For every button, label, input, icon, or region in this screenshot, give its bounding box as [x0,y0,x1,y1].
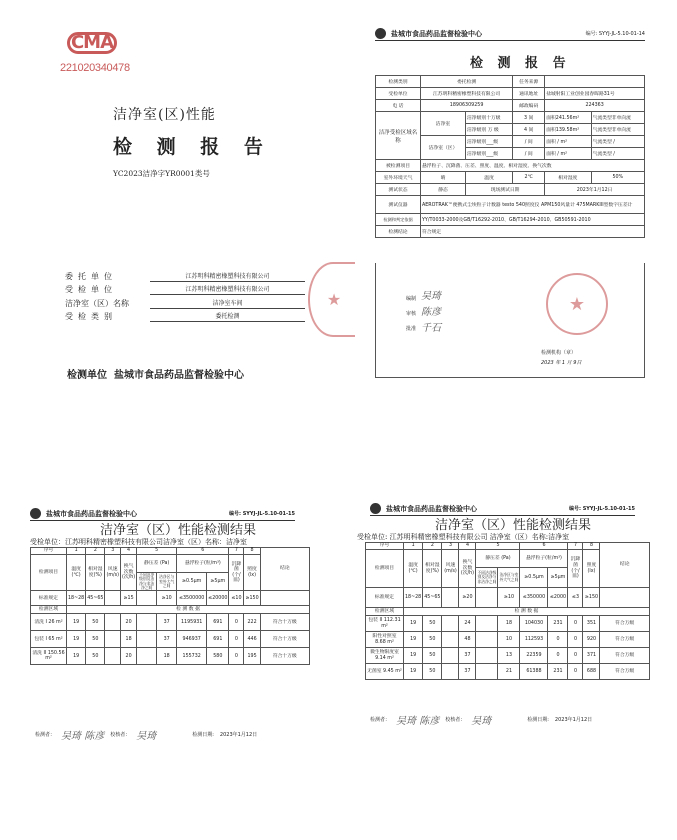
testing-unit-line: 检测单位 盐城市食品药品监督检验中心 [67,370,244,381]
table-row: 阳性对照室 8.68 m² 19 50 48 10 112593 0 0 920 符合万级 [366,632,650,648]
table-row: 包装 II 112.31 m² 19 50 24 18 104030 231 0 351 符合万级 [366,616,650,632]
report-title: 检 测 报 告 [470,56,571,71]
results-header: 盐城市食品药品监督检验中心 编号: SYYJ-JL-5.10-01-15 [30,508,295,521]
results-table: 序号 1 2 3 4 5 6 7 8 结论 检测项目 温度(℃) 相对湿度(%) 风速(m/s) 换气次数(次/h) 静压差 (Pa) 悬浮粒子(粒/m³) 沉降菌(个/皿) 照度(lx) 不同洁净级别及洁净与非洁净之间 洁净区与室外大气之间 ≥0.5μm ≥5μm 标准规定 18~28 45~65 ≥20 ≥10 ≤350000 ≤2000 ≤3 ≥150 检测区域 检 测 数 据 包装 II 112.31 m² 19 50 24 18 104030 231 0 351 符合万级 阳性对照室 8.68 m² 19 50 48 10 112593 0 0 920 符合万级 微生物限度室 9.14 m² 19 50 37 13 22359 0 0 371 符合万级 无菌室 9.45 m² 19 50 37 21 61388 231 0 688 符合万级 [365,542,650,680]
results-footer: 检测者： 吴琦 陈彦 校核者： 吴琦 检测日期: 2023年1月12日 [35,727,257,742]
cover-page [0,0,340,420]
field-inspected-unit: 受检单位 江苏明科精密橡塑科技有限公司 [65,282,305,296]
results-subtitle: 受检单位：江苏明科精密橡塑科技有限公司洁净室（区）名称：洁净室 [30,538,247,546]
results-footer: 检测者： 吴琦 陈彦 校核者： 吴琦 检测日期: 2023年1月12日 [370,712,592,727]
red-seal-stamp: ★ [308,262,358,337]
results-header: 盐城市食品药品监督检验中心 编号: SYYJ-JL-5.10-01-15 [370,503,635,516]
report-table: 检测类别 委托检测 任务来源 受检单位 江苏明科精密橡塑科技有限公司 通讯地址 盐城射阳工业创业园春晖路31号 电 话 18906309259 邮政编码 224363 洁净受检区域名称 洁净室 洁净级别十万级 3 间 面积241.56m² 气流类型非单向流 洁净级别 万 级 4 间 面积139.58m² 气流类型非单向流 洁净室（区） 洁净级别___级 / 间 面积 / m² 气流类型 / 洁净级别___级 / 间 面积 / m² 气流类型 / 被检测项目 悬浮粒子、沉降菌、压差、照度、温度、相对湿度、换气次数 室外环境天气 晴 温度 2℃ 相对湿度 50% 测试状态 静态 现场测试日期 2023年1月12日 测试仪器 AEROTRAK™便携式尘埃粒子计数器 testo 540照度仪 APM150风量计 475MARKIII型数字压差计 检测和判定依据 YY/T0033-2000及GB/T16292-2010、GB/T16294-2010、GB50591-2010 检测结论 符合规定 [375,75,645,238]
results-subtitle: 受检单位: 江苏明科精密橡塑科技有限公司 洁净室（区）名称:洁净室 [357,533,570,541]
results-table: 序号 1 2 3 4 5 6 7 8 结论 检测项目 温度(℃) 相对湿度(%) 风速(m/s) 换气次数(次/h) 静压差 (Pa) 悬浮粒子(粒/m³) 沉降菌(个/皿) 照度(lx) 不同洁净级别及洁净与非洁净之间 洁净区与室外大气之间 ≥0.5μm ≥5μm 标准规定 18~28 45~65 ≥15 ≥10 ≤3500000 ≤20000 ≤10 ≥150 检测区域 检 测 数 据 清洗 I 26 m² 19 50 20 37 1195931 691 0 222 符合十万级 包装 I 65 m² 19 50 18 37 946937 691 0 446 符合十万级 清洗 II 150.56 m² 19 50 20 18 155732 580 0 195 符合十万级 [30,547,310,665]
report-page [355,20,675,380]
cover-title-line1: 洁净室(区)性能 [113,107,216,123]
signature-tester: 吴琦 陈彦 [396,716,440,727]
table-row: 无菌室 9.45 m² 19 50 37 21 61388 231 0 688 符合万级 [366,664,650,680]
org-logo-icon [375,28,386,39]
results-title: 洁净室（区）性能检测结果 [435,518,592,533]
table-row: 微生物限度室 9.14 m² 19 50 37 13 22359 0 0 371 符合万级 [366,648,650,664]
signature-checker: 吴琦 [136,731,157,742]
results-page-100k [25,505,330,745]
results-title: 洁净室（区）性能检测结果 [100,523,257,538]
cover-info-fields [65,268,305,322]
table-row: 清洗 II 150.56 m² 19 50 20 18 155732 580 0 195 符合十万级 [31,648,310,665]
signature-block: 编制 吴琦 审核 陈彦 批准 千石 ★ 检测机构（章） 2023 年 1 月 9日 [375,263,645,378]
results-page-10k [355,500,675,740]
signature-approve: 千石 [421,323,441,334]
org-logo-icon [30,508,41,519]
signature-tester: 吴琦 陈彦 [61,731,105,742]
field-cleanroom-name: 洁净室（区）名称 洁净室车间 [65,295,305,309]
cover-doc-number: YC2023洁净字YR0001类号 [113,169,210,178]
field-entrusting-unit: 委托单位 江苏明科精密橡塑科技有限公司 [65,268,305,282]
table-row: 包装 I 65 m² 19 50 18 37 946937 691 0 446 符合十万级 [31,631,310,648]
table-row: 清洗 I 26 m² 19 50 20 37 1195931 691 0 222 符合十万级 [31,614,310,631]
signature-checker: 吴琦 [471,716,492,727]
field-inspection-type: 受检类别 委托检测 [65,309,305,323]
org-logo-icon [370,503,381,514]
cover-title-line2: 检 测 报 告 [113,136,272,158]
cma-logo: CMA [67,32,117,54]
cma-number: 221020340478 [60,62,130,74]
signature-compile: 吴琦 [421,291,441,302]
report-header: 盐城市食品药品监督检验中心 编号: SYYJ-JL-5.10-01-14 [375,28,645,41]
signature-review: 陈彦 [421,307,441,318]
red-seal-stamp: ★ [546,273,608,335]
